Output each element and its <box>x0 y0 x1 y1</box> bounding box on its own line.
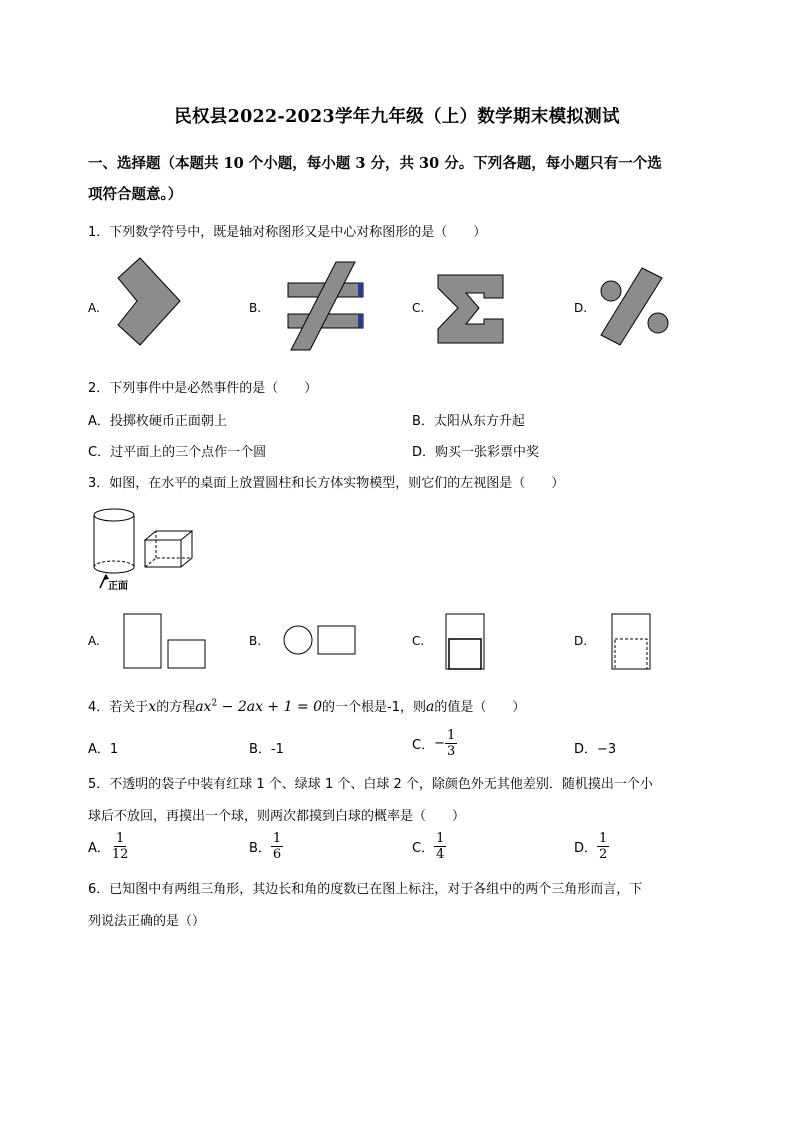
q4-equation: $ax^2 - 2ax + 1 = 0$ <box>195 698 323 715</box>
question-5-line1: 5．不透明的袋子中装有红球 1 个、绿球 1 个、白球 2 个，除颜色外无其他差别．随机摸出一个小 <box>88 777 653 792</box>
q4-stem-part-c: 的一个根是-1，则 <box>322 700 427 715</box>
q2-option-c: C．过平面上的三个点作一个圆 <box>88 445 267 460</box>
q1-option-d-label: D. <box>574 301 588 315</box>
question-2-stem: 2．下列事件中是必然事件的是（ ） <box>88 381 318 396</box>
q4-stem-part-b: 的方程 <box>156 700 196 715</box>
q3-a-tall-rect <box>124 614 161 668</box>
q5-option-b: B． $\frac{1}{6}$ <box>249 831 282 862</box>
q3-option-d-label: D. <box>574 634 588 648</box>
q3-d-hidden-rect <box>615 639 647 669</box>
question-6-line2: 列说法正确的是（） <box>88 914 206 929</box>
q2-option-d: D．购买一张彩票中奖 <box>412 445 540 460</box>
front-view-label: 正面 <box>108 581 128 592</box>
q3-d-outer-rect <box>612 614 650 669</box>
q4-option-b: B．-1 <box>249 742 284 757</box>
question-3-stem: 3．如图，在水平的桌面上放置圆柱和长方体实物模型，则它们的左视图是（ ） <box>88 476 565 491</box>
q5-option-c: C． $\frac{1}{4}$ <box>412 831 445 862</box>
q4-variable-a: a <box>426 699 435 715</box>
q4-option-d: D．−3 <box>574 742 617 757</box>
q3-option-a-label: A. <box>88 634 100 648</box>
question-4-stem <box>88 696 525 715</box>
q2-option-b: B．太阳从东方升起 <box>412 414 525 429</box>
q3-c-outer-rect <box>446 614 484 669</box>
section-heading-line1: 一、选择题（本题共 10 个小题，每小题 3 分，共 30 分。下列各题，每小题只有一个选 <box>88 155 662 172</box>
q3-b-circle <box>284 626 312 654</box>
page-title: 民权县2022-2023学年九年级（上）数学期末模拟测试 <box>174 107 620 127</box>
question-1-stem: 1．下列数学符号中，既是轴对称图形又是中心对称图形的是（ ） <box>88 225 487 240</box>
q1-option-b-label: B. <box>249 301 262 315</box>
q5-option-d: D． $\frac{1}{2}$ <box>574 831 608 862</box>
q3-option-b-label: B. <box>249 634 262 648</box>
q4-variable-x: x <box>148 699 157 715</box>
q4-stem-part-a: 4．若关于 <box>88 700 149 715</box>
q3-b-rect <box>318 626 355 654</box>
q4-option-a: A．1 <box>88 742 119 757</box>
q5-option-a: A． $\frac{1}{12}$ <box>88 831 129 862</box>
q4-stem-part-d: 的值是（ ） <box>434 700 526 715</box>
q4-option-c: C． − $\frac{1}{3}$ <box>412 728 456 759</box>
section-heading-line2: 项符合题意。） <box>88 186 183 203</box>
question-6-line1: 6．已知图中有两组三角形，其边长和角的度数已在图上标注，对于各组中的两个三角形而言，下 <box>88 882 643 897</box>
q1-option-a-label: A. <box>88 301 100 315</box>
q1-option-c-label: C. <box>412 301 425 315</box>
question-5-line2: 球后不放回，再摸出一个球，则两次都摸到白球的概率是（ ） <box>88 809 466 824</box>
q3-option-c-label: C. <box>412 634 425 648</box>
q3-a-short-rect <box>168 640 205 668</box>
q3-c-inner-rect <box>449 639 481 669</box>
q2-option-a: A．投掷枚硬币正面朝上 <box>88 414 227 429</box>
